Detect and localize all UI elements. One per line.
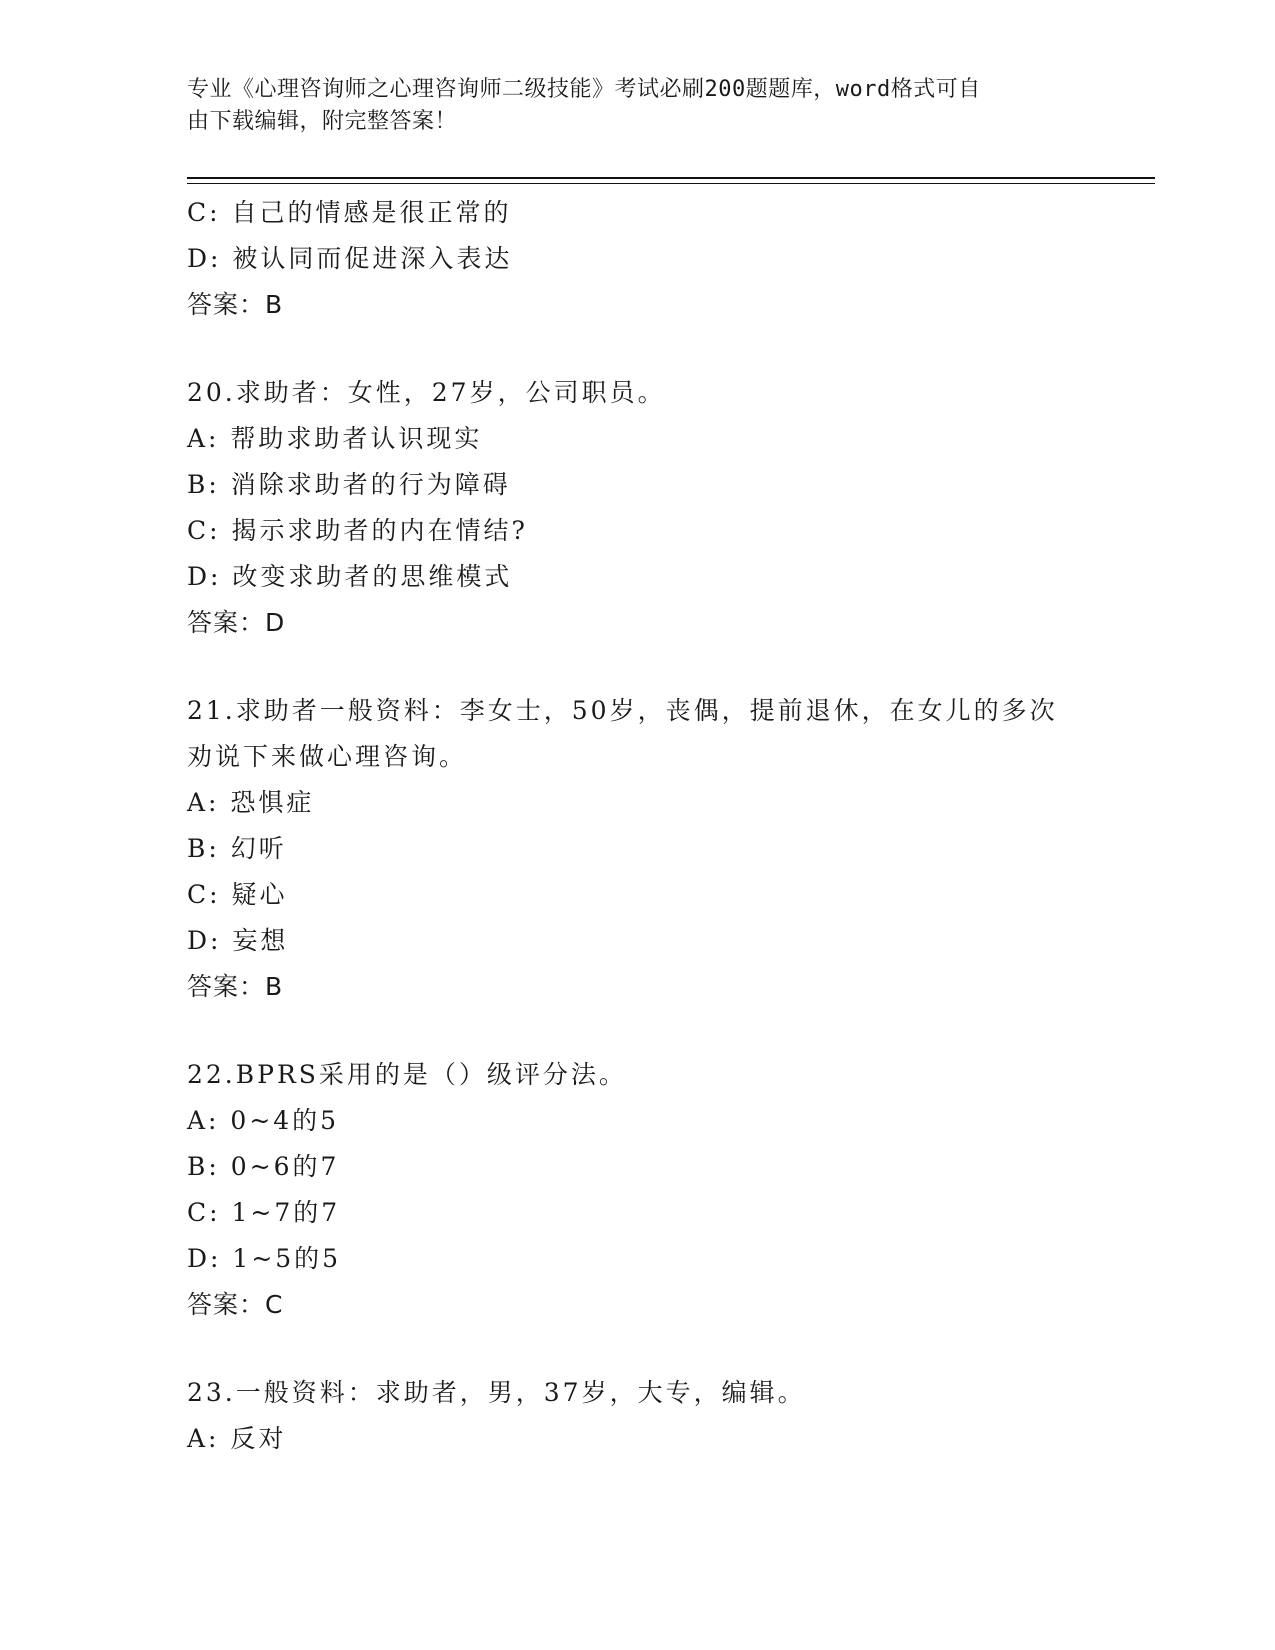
header-line-1: 专业《心理咨询师之心理咨询师二级技能》考试必刷200题题库，word格式可自 (187, 77, 981, 102)
option-c: C: 揭示求助者的内在情结? (187, 516, 528, 545)
question-20 (187, 370, 1087, 646)
document-header (187, 74, 1087, 138)
question-stem: 22.BPRS采用的是（）级评分法。 (187, 1060, 627, 1089)
option-a: A: 恐惧症 (187, 788, 315, 817)
answer-line: 答案：B (187, 972, 284, 1001)
option-a: A: 帮助求助者认识现实 (187, 424, 483, 453)
answer-line: 答案：C (187, 1290, 284, 1319)
option-d: D: 被认同而促进深入表达 (187, 244, 513, 273)
header-divider-thin (187, 183, 1155, 184)
answer-line: 答案：D (187, 608, 286, 637)
option-d: D: 1~5的5 (187, 1244, 342, 1273)
carry-over-block (187, 190, 1087, 328)
question-21 (187, 688, 1087, 1010)
option-b: B: 消除求助者的行为障碍 (187, 470, 511, 499)
answer-line: 答案：B (187, 290, 284, 319)
header-divider-thick (187, 177, 1155, 179)
option-a: A: 反对 (187, 1424, 287, 1453)
option-d: D: 改变求助者的思维模式 (187, 562, 513, 591)
option-c: C: 自己的情感是很正常的 (187, 198, 512, 227)
option-b: B: 幻听 (187, 834, 287, 863)
question-stem: 23.一般资料：求助者，男，37岁，大专，编辑。 (187, 1378, 806, 1407)
option-c: C: 1~7的7 (187, 1198, 341, 1227)
question-stem-continued: 劝说下来做心理咨询。 (187, 742, 468, 771)
header-line-2: 由下载编辑，附完整答案！ (187, 109, 458, 134)
question-stem: 21.求助者一般资料：李女士，50岁，丧偶，提前退休，在女儿的多次 (187, 696, 1058, 725)
option-a: A: 0~4的5 (187, 1106, 340, 1135)
question-23 (187, 1370, 1087, 1462)
option-b: B: 0~6的7 (187, 1152, 340, 1181)
question-stem: 20.求助者：女性，27岁，公司职员。 (187, 378, 666, 407)
option-c: C: 疑心 (187, 880, 288, 909)
question-22 (187, 1052, 1087, 1328)
option-d: D: 妄想 (187, 926, 289, 955)
question-list (187, 190, 1087, 1462)
